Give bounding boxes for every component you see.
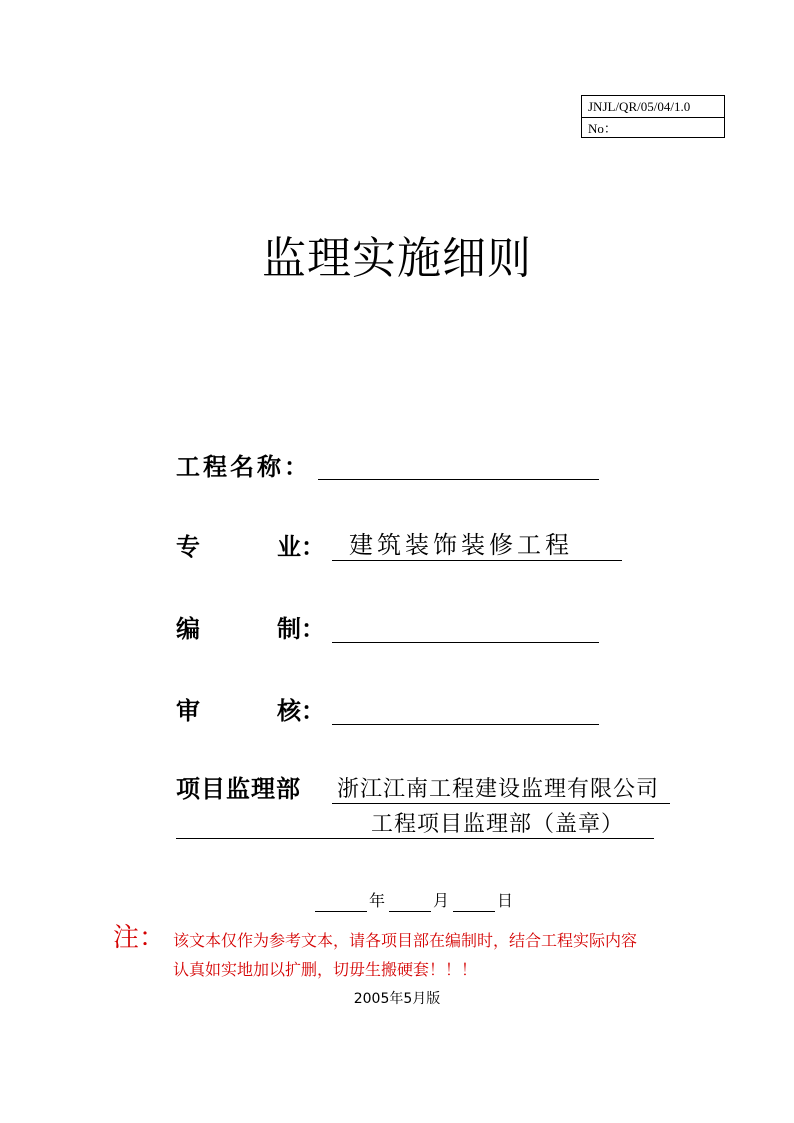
specialty-value: 建筑装饰装修工程 <box>349 531 573 559</box>
reviewed-by-line <box>332 724 599 725</box>
compiled-by-label-left: 编 <box>176 615 200 643</box>
specialty-line <box>332 560 622 561</box>
reviewed-by-label-left: 审 <box>176 697 200 725</box>
year-line <box>315 911 367 912</box>
specialty-label-left: 专 <box>176 533 200 561</box>
day-label: 日 <box>497 891 514 910</box>
page-title: 监理实施细则 <box>262 233 532 284</box>
document-number-label: No： <box>582 117 724 138</box>
project-name-label: 工程名称： <box>176 453 311 481</box>
edition-label: 2005年5月版 <box>353 991 441 1007</box>
reviewed-by-label-right: 核： <box>277 697 325 725</box>
supervision-dept-name: 工程项目监理部（盖章） <box>371 812 625 837</box>
month-label: 月 <box>433 891 450 910</box>
specialty-label-right: 业： <box>277 533 325 561</box>
supervision-company-line <box>332 803 670 804</box>
document-code-box <box>581 95 725 138</box>
note-line-2: 认真如实地加以扩删，切毋生搬硬套！！！ <box>173 960 478 979</box>
supervision-dept-label: 项目监理部 <box>176 775 301 803</box>
compiled-by-line <box>332 642 599 643</box>
compiled-by-label-right: 制： <box>277 615 325 643</box>
supervision-dept-line <box>176 838 654 839</box>
note-mark: 注： <box>113 923 166 953</box>
year-label: 年 <box>369 891 386 910</box>
day-line <box>453 911 495 912</box>
document-code: JNJL/QR/05/04/1.0 <box>588 99 691 114</box>
month-line <box>389 911 431 912</box>
supervision-company-name: 浙江江南工程建设监理有限公司 <box>337 777 660 802</box>
note-line-1: 该文本仅作为参考文本，请各项目部在编制时，结合工程实际内容 <box>173 931 638 950</box>
project-name-line <box>318 479 599 480</box>
